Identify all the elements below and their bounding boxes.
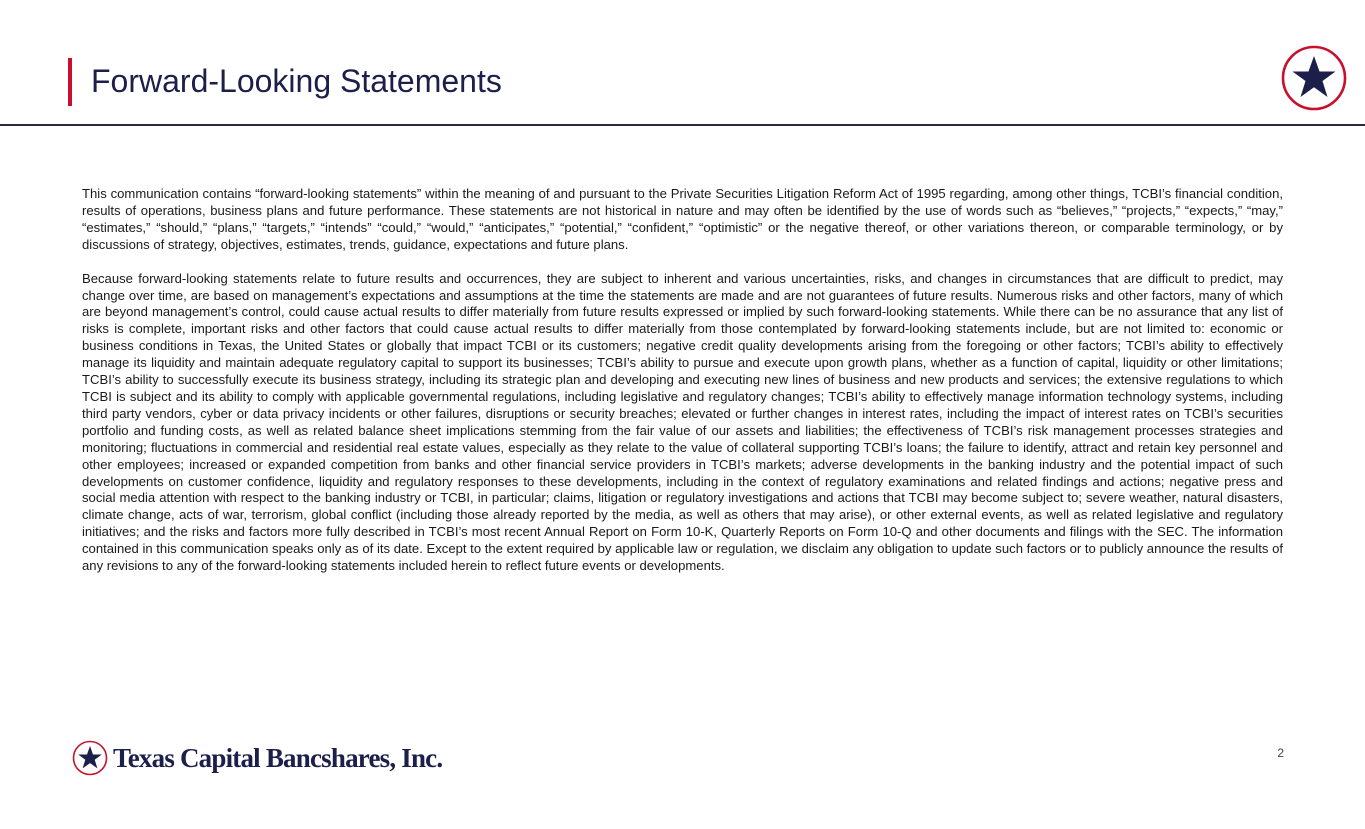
company-name: Texas Capital Bancshares, Inc. <box>113 743 443 773</box>
page-title: Forward-Looking Statements <box>91 63 502 99</box>
star-seal-icon <box>72 740 108 776</box>
title-accent-bar <box>68 58 72 106</box>
disclaimer-body <box>82 186 1283 592</box>
header-divider <box>0 124 1365 126</box>
footer-logo <box>72 740 442 776</box>
intro-paragraph: This communication contains “forward-looking statements” within the meaning of and pursuant to the Private Securities Litigation Reform Act of 1995 regarding, among other things, TCBI’s financial condition, results of operations, business plans and future performance. These statements are not historical in nature and may often be identified by the use of words such as “believes,” “projects,” “expects,” “may,” “estimates,” “should,” “plans,” “targets,” “intends” “could,” “would,” “anticipates,” “potential,” “confident,” “optimistic” or the negative thereof, or other variations thereon, or comparable terminology, or by discussions of strategy, objectives, estimates, trends, guidance, expectations and future plans. <box>82 186 1283 252</box>
page-number: 2 <box>1277 746 1284 760</box>
star-seal-icon <box>1281 45 1347 111</box>
risk-factors-paragraph: Because forward-looking statements relate to future results and occurrences, they are subject to inherent and various uncertainties, risks, and changes in circumstances that are difficult to predict, may change over time, are based on management’s expectations and assumptions at the time the statements are made and are not guarantees of future results. Numerous risks and other factors, many of which are beyond management’s control, could cause actual results to differ materially from future results expressed or implied by such forward-looking statements. While there can be no assurance that any list of risks is complete, important risks and other factors that could cause actual results to differ materially from those contemplated by forward-looking statements include, but are not limited to: economic or business conditions in Texas, the United States or globally that impact TCBI or its customers; negative credit quality developments arising from the foregoing or other factors; TCBI’s ability to effectively manage its liquidity and maintain adequate regulatory capital to support its businesses; TCBI’s ability to pursue and execute upon growth plans, whether as a function of capital, liquidity or other limitations; TCBI’s ability to successfully execute its business strategy, including its strategic plan and developing and executing new lines of business and new products and services; the extensive regulations to which TCBI is subject and its ability to comply with applicable governmental regulations, including legislative and regulatory changes; TCBI’s ability to effectively manage information technology systems, including third party vendors, cyber or data privacy incidents or other failures, disruptions or security breaches; elevated or further changes in interest rates, including the impact of interest rates on TCBI’s securities portfolio and funding costs, as well as related balance sheet implications stemming from the fair value of our assets and liabilities; the effectiveness of TCBI’s risk management processes strategies and monitoring; fluctuations in commercial and residential real estate values, especially as they relate to the value of collateral supporting TCBI’s loans; the failure to identify, attract and retain key personnel and other employees; increased or expanded competition from banks and other financial service providers in TCBI’s markets; adverse developments in the banking industry and the potential impact of such developments on customer confidence, liquidity and regulatory responses to these developments, including in the context of regulatory examinations and related findings and actions; negative press and social media attention with respect to the banking industry or TCBI, in particular; claims, litigation or regulatory investigations and actions that TCBI may become subject to; severe weather, natural disasters, climate change, acts of war, terrorism, global conflict (including those already reported by the media, as well as others that may arise), or other external events, as well as related legislative and regulatory initiatives; and the risks and factors more fully described in TCBI’s most recent Annual Report on Form 10-K, Quarterly Reports on Form 10-Q and other documents and filings with the SEC. The information contained in this communication speaks only as of its date. Except to the extent required by applicable law or regulation, we disclaim any obligation to update such factors or to publicly announce the results of any revisions to any of the forward-looking statements included herein to reflect future events or developments. <box>82 270 1283 574</box>
